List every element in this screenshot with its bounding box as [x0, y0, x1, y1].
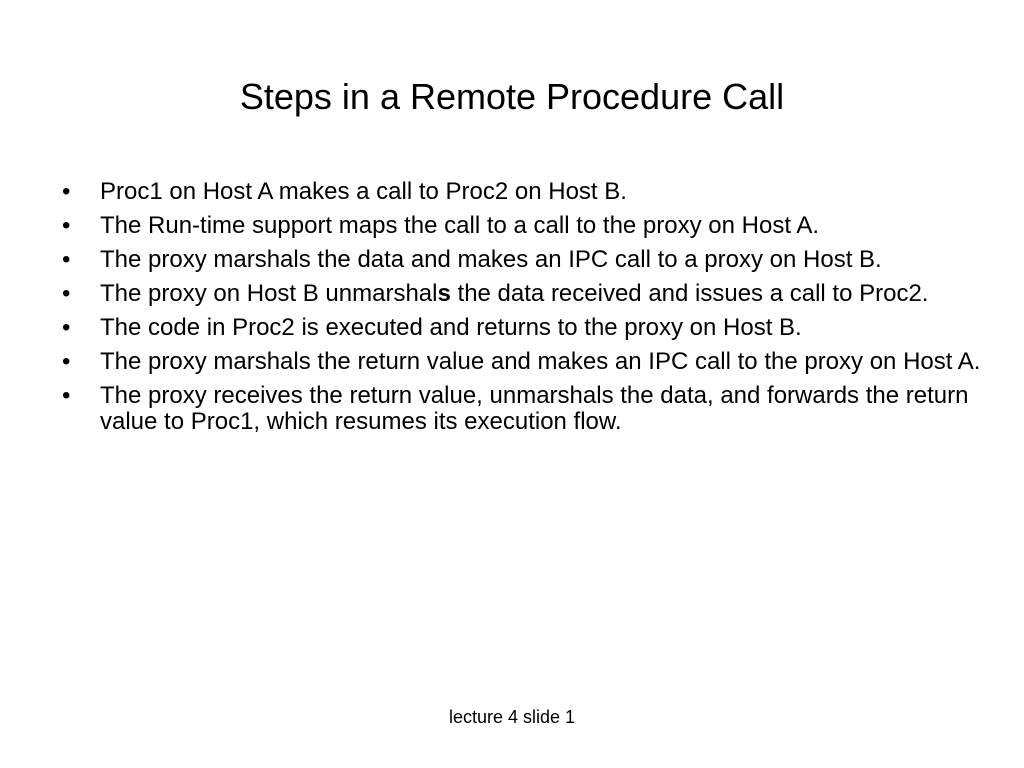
list-item — [62, 213, 982, 239]
bullet-icon: • — [62, 314, 71, 341]
list-item — [62, 281, 982, 307]
list-item-text: The proxy receives the return value, unmarshals the data, and forwards the return value to Proc1, which resumes its execution flow. — [100, 382, 969, 435]
list-item — [62, 383, 982, 435]
list-item — [62, 179, 982, 205]
list-item-text: The code in Proc2 is executed and returns to the proxy on Host B. — [100, 314, 802, 341]
list-item-text-before: The proxy on Host B unmarshal — [100, 280, 438, 307]
slide-title: Steps in a Remote Procedure Call — [239, 76, 785, 117]
bullet-icon: • — [62, 246, 71, 273]
bullet-icon: • — [62, 382, 71, 409]
list-item-text-after: the data received and issues a call to Proc2. — [450, 280, 929, 307]
list-item-text: The proxy marshals the data and makes an IPC call to a proxy on Host B. — [100, 246, 882, 273]
bullet-icon: • — [62, 212, 71, 239]
slide-footer: lecture 4 slide 1 — [448, 707, 576, 727]
list-item — [62, 315, 982, 341]
list-item — [62, 247, 982, 273]
bullet-icon: • — [62, 280, 71, 307]
list-item-text: The proxy marshals the return value and makes an IPC call to the proxy on Host A. — [100, 348, 981, 375]
bullet-list — [62, 179, 982, 443]
bullet-icon: • — [62, 178, 71, 205]
list-item-text-bold: s — [437, 280, 451, 307]
list-item-text: Proc1 on Host A makes a call to Proc2 on Host B. — [100, 178, 627, 205]
list-item-text: The Run-time support maps the call to a call to the proxy on Host A. — [100, 212, 820, 239]
list-item — [62, 349, 982, 375]
bullet-icon: • — [62, 348, 71, 375]
